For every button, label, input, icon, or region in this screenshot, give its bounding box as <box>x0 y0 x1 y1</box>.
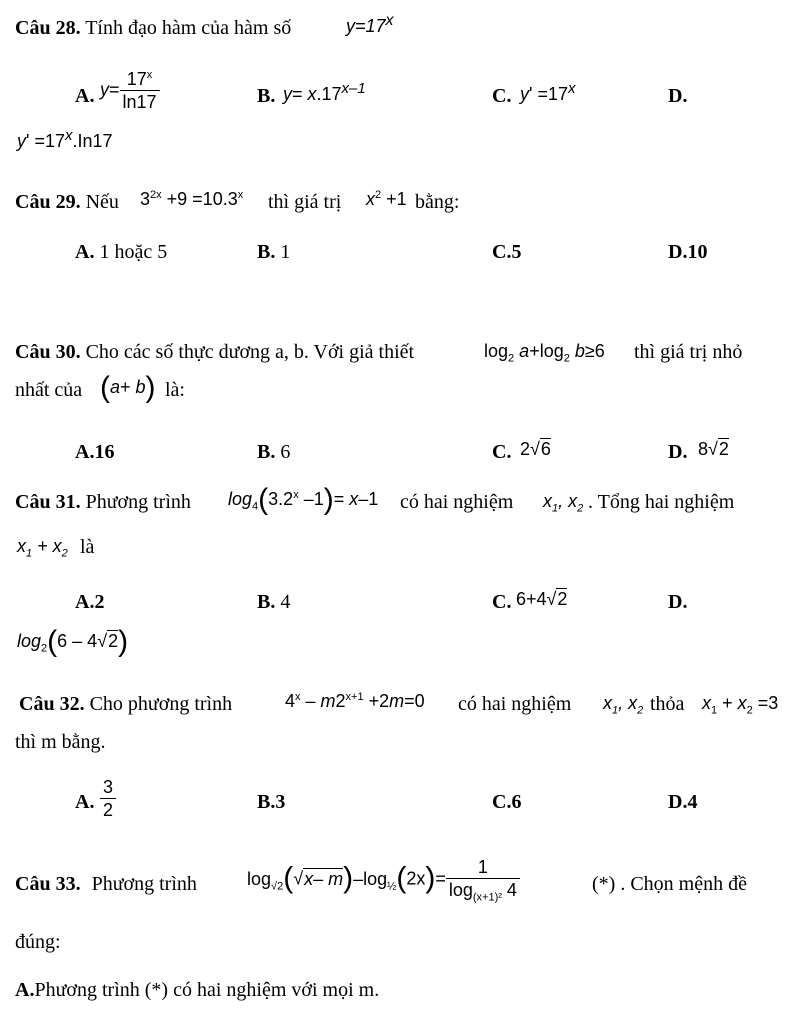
q29-text1: Nếu <box>85 191 119 213</box>
q32-expr3: $x_1 + x_2 =3$ <box>702 693 779 717</box>
q29-b-label: B. <box>257 241 276 263</box>
q31-b-val: 4 <box>280 591 291 613</box>
q31-c-label: C. <box>492 591 512 613</box>
q29-c: C.5 <box>492 241 522 263</box>
q30-expr1: $\log_2 a+\log_2$ b≥6 <box>484 341 605 365</box>
q33-a <box>15 978 379 1002</box>
q28-c-label: C. <box>492 85 512 107</box>
q33-expr1: $\log_{√2}(√x-$ $m)-\log_{\frac{1}{2}}(2x)=$ $\frac{1}{\log_{(x+1)^2} 4}$ <box>247 856 520 901</box>
q33-a-label: A. <box>15 979 35 1001</box>
q32-a-num: 3 <box>100 776 116 799</box>
q29-a-label: A. <box>75 241 95 263</box>
q28-b-expr: $y= x.17^{x-1}$ <box>283 80 366 104</box>
q29-stem <box>15 190 119 214</box>
q32-text4: thì m bằng. <box>15 731 106 753</box>
q32-stem <box>19 692 232 716</box>
q29-a-val: 1 hoặc 5 <box>99 241 168 263</box>
q30-a: A.16 <box>75 441 115 463</box>
q33-stem <box>15 872 197 896</box>
q32-expr1: $4^x - m2^{x+1} +2m=0$ <box>285 691 425 711</box>
q31-d-label: D. <box>668 591 688 613</box>
q29-d: D.10 <box>668 241 708 263</box>
q32-c: C.6 <box>492 791 522 813</box>
q32-text1: Cho phương trình <box>89 693 233 715</box>
q31-c-expr: 6+4√2 <box>516 589 568 609</box>
q31-b-label: B. <box>257 591 276 613</box>
q32-b: B.3 <box>257 791 286 813</box>
q28-stem <box>15 16 291 40</box>
q30-b-label: B. <box>257 441 276 463</box>
q28-label: Câu 28. <box>15 17 81 39</box>
q30-text3: nhất của <box>15 379 83 401</box>
q32-a-expr <box>100 776 116 821</box>
q29-text3: bằng: <box>415 191 460 213</box>
q29-expr1: $3^{2x} +9 =10.3^x$ <box>140 189 244 209</box>
q33-label: Câu 33. <box>15 873 81 895</box>
q29-label: Câu 29. <box>15 191 81 213</box>
q31-text2: có hai nghiệm <box>400 491 514 513</box>
q28-c-expr: $y' =17^x$ <box>520 80 576 104</box>
q29-b <box>257 240 290 264</box>
q31-expr3: $x_1 + x_2$ <box>17 536 68 560</box>
q29-a <box>75 240 167 264</box>
q29-expr2: $x^2 +1$ <box>366 189 407 209</box>
q30-text4: là: <box>165 379 185 401</box>
q29-b-val: 1 <box>280 241 291 263</box>
q30-d-label: D. <box>668 441 688 463</box>
q31-text3: . Tổng hai nghiệm <box>588 491 735 513</box>
q28-d-label: D. <box>668 85 688 107</box>
q33-text2: (*) . Chọn mệnh đề <box>592 873 747 895</box>
q30-d-expr: 8√2 <box>698 439 729 459</box>
q31-label: Câu 31. <box>15 491 81 513</box>
q28-b-label: B. <box>257 85 276 107</box>
q31-d-expr: $\log_2(6 - 4√2)$ <box>17 625 129 658</box>
q31-expr2: $x_1$, $x_2$ <box>543 491 584 515</box>
q30-label: Câu 30. <box>15 341 81 363</box>
q30-c-expr: 2√6 <box>520 439 551 459</box>
q32-text2: có hai nghiệm <box>458 693 572 715</box>
q32-label: Câu 32. <box>19 693 85 715</box>
q30-stem <box>15 340 414 364</box>
q30-expr2: (a+ b) <box>100 371 156 404</box>
q28-expr: $y=17^x$ <box>346 12 394 36</box>
q29-text2: thì giá trị <box>268 191 342 213</box>
q33-a-text: Phương trình (*) có hai nghiệm với mọi m. <box>34 979 380 1001</box>
q31-b <box>257 590 290 614</box>
q30-text1: Cho các số thực dương a, b. Với giả thiết <box>85 341 415 363</box>
q30-c-label: C. <box>492 441 512 463</box>
q31-text1: Phương trình <box>85 491 191 513</box>
q28-text: Tính đạo hàm của hàm số <box>85 17 292 39</box>
q31-stem <box>15 490 191 514</box>
q32-d: D.4 <box>668 791 698 813</box>
q30-b <box>257 440 290 464</box>
q31-text4: là <box>80 536 95 558</box>
q33-text1: Phương trình <box>91 873 197 895</box>
q31-a: A.2 <box>75 591 105 613</box>
q28-a-label: A. <box>75 85 95 107</box>
q32-a-label: A. <box>75 791 95 813</box>
q33-text3: đúng: <box>15 931 61 953</box>
q32-text3: thỏa <box>650 693 685 715</box>
q32-a-den: 2 <box>103 800 114 820</box>
q31-expr1: $\log_4(3.2^x$ –1)= x–1 <box>228 483 379 516</box>
q28-a-expr: y= $\frac{17^x}{\ln 17}$ <box>100 68 160 113</box>
q30-text2: thì giá trị nhỏ <box>634 341 743 363</box>
q32-expr2: $x_1$, $x_2$ <box>603 693 644 717</box>
q30-b-val: 6 <box>280 441 291 463</box>
q28-d-expr: $y' =17^x.In17$ <box>17 127 113 151</box>
